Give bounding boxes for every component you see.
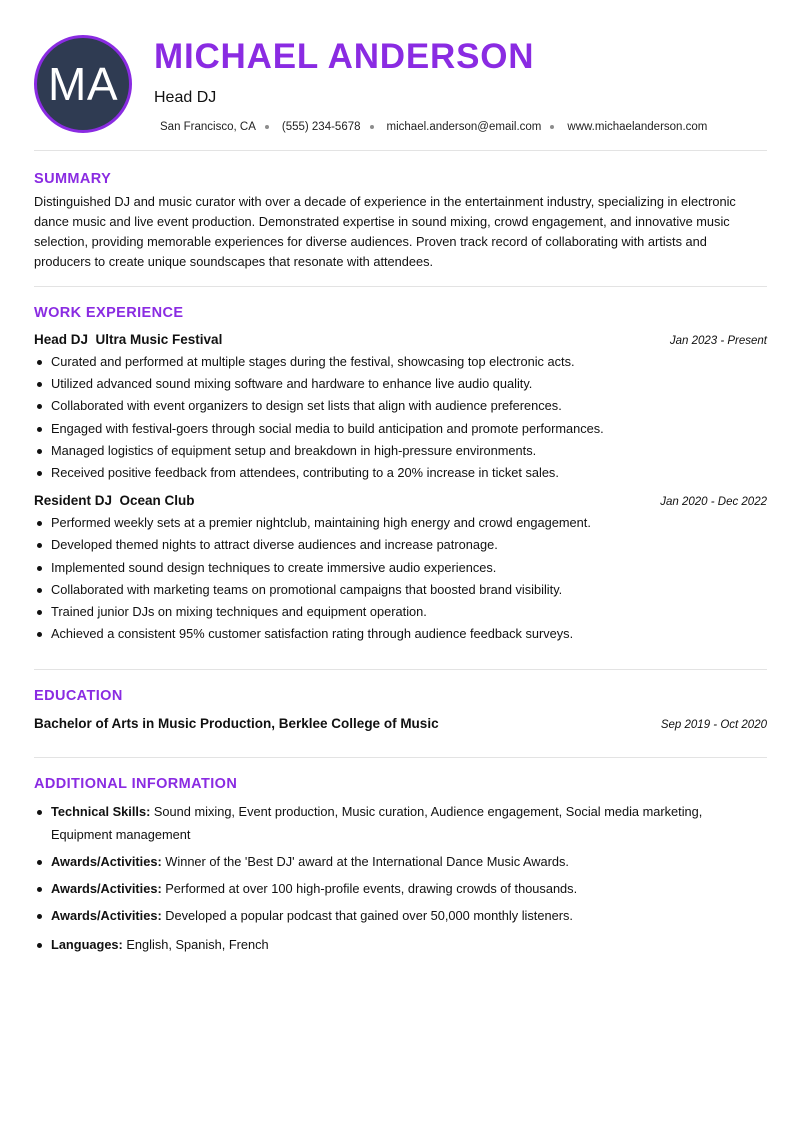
bullet-item: Utilized advanced sound mixing software and hardware to enhance live audio quality. xyxy=(34,373,767,395)
avatar xyxy=(34,35,132,133)
info-label: Technical Skills: xyxy=(51,804,151,820)
info-item xyxy=(34,934,767,956)
summary-text: Distinguished DJ and music curator with over a decade of experience in the entertainment industry, specializing in electronic dance music and live event production. Demonstrated expertise in sound mixing, crowd engagement, and innovative music selection, providing memorable experiences for diverse audiences. Proven track record of collaborating with artists and producers to create unique soundscapes that resonate with attendees. xyxy=(34,194,736,269)
info-text: English, Spanish, French xyxy=(122,937,269,953)
section-title-additional: ADDITIONAL INFORMATION xyxy=(34,776,238,793)
bullet-item: Collaborated with marketing teams on promotional campaigns that boosted brand visibility. xyxy=(34,579,767,601)
contact-website[interactable] xyxy=(567,121,707,133)
info-text: Performed at over 100 high-profile events, drawing crowds of thousands. xyxy=(161,881,578,897)
info-item xyxy=(34,878,767,900)
info-item xyxy=(34,905,767,927)
job-title: Resident DJ Ocean Club xyxy=(34,493,195,509)
job-title: Head DJ Ultra Music Festival xyxy=(34,332,223,347)
job-header xyxy=(34,332,767,347)
contact-line xyxy=(160,121,707,133)
info-item xyxy=(34,801,767,845)
job-entry xyxy=(34,493,767,645)
avatar-initials: MA xyxy=(48,58,118,110)
education-section xyxy=(34,670,767,731)
experience-section xyxy=(34,287,767,645)
separator-dot-icon xyxy=(265,125,269,129)
section-title-summary: SUMMARY xyxy=(34,171,112,187)
section-title-experience: WORK EXPERIENCE xyxy=(34,305,184,321)
education-date: Sep 2019 - Oct 2020 xyxy=(660,719,767,732)
degree-title: Bachelor of Arts in Music Production, Berklee College of Music xyxy=(34,716,439,732)
bullet-item: Curated and performed at multiple stages during the festival, showcasing top electronic acts. xyxy=(34,351,767,373)
bullet-item: Developed themed nights to attract diverse audiences and increase patronage. xyxy=(34,534,767,556)
bullet-item: Implemented sound design techniques to create immersive audio experiences. xyxy=(34,557,767,579)
job-entry xyxy=(34,332,767,484)
phone-text: (555) 234-5678 xyxy=(281,121,361,133)
bullet-item: Trained junior DJs on mixing techniques and equipment operation. xyxy=(34,601,767,623)
bullet-item: Collaborated with event organizers to design set lists that align with audience preferences. xyxy=(34,395,767,417)
info-item xyxy=(34,851,767,873)
info-label: Awards/Activities: xyxy=(51,853,162,869)
additional-section xyxy=(34,758,767,956)
location-text: San Francisco, CA xyxy=(160,121,256,133)
email-link[interactable]: michael.anderson@email.com xyxy=(386,121,542,133)
job-bullets xyxy=(34,351,767,484)
section-title-education: EDUCATION xyxy=(34,688,123,705)
job-bullets xyxy=(34,512,767,645)
bullet-item: Engaged with festival-goers through social media to build anticipation and promote performances. xyxy=(34,418,767,440)
candidate-name: MICHAEL ANDERSON xyxy=(154,37,535,76)
resume-header xyxy=(34,0,767,150)
job-header xyxy=(34,493,767,508)
info-label: Languages: xyxy=(51,937,123,953)
info-text: Developed a popular podcast that gained over 50,000 monthly listeners. xyxy=(161,908,573,924)
additional-list xyxy=(34,801,767,956)
candidate-title: Head DJ xyxy=(154,89,217,106)
summary-section xyxy=(34,151,767,272)
bullet-item: Achieved a consistent 95% customer satisfaction rating through audience feedback surveys. xyxy=(34,623,767,645)
contact-phone xyxy=(282,121,387,133)
separator-dot-icon xyxy=(550,125,554,129)
info-label: Awards/Activities: xyxy=(51,908,162,924)
job-date: Jan 2023 - Present xyxy=(669,335,767,347)
bullet-item: Managed logistics of equipment setup and breakdown in high-pressure environments. xyxy=(34,440,767,462)
bullet-item: Performed weekly sets at a premier nightclub, maintaining high energy and crowd engagement. xyxy=(34,512,767,534)
info-label: Awards/Activities: xyxy=(51,881,162,897)
info-text: Winner of the 'Best DJ' award at the International Dance Music Awards. xyxy=(161,853,569,869)
bullet-item: Received positive feedback from attendees, contributing to a 20% increase in ticket sales. xyxy=(34,462,767,484)
education-entry xyxy=(34,716,767,731)
info-text: Sound mixing, Event production, Music curation, Audience engagement, Social media marketing, Equipment management xyxy=(51,804,703,842)
contact-email[interactable] xyxy=(387,121,568,133)
website-link[interactable]: www.michaelanderson.com xyxy=(567,121,708,133)
job-date: Jan 2020 - Dec 2022 xyxy=(660,496,767,509)
separator-dot-icon xyxy=(370,125,374,129)
contact-location xyxy=(160,121,282,133)
